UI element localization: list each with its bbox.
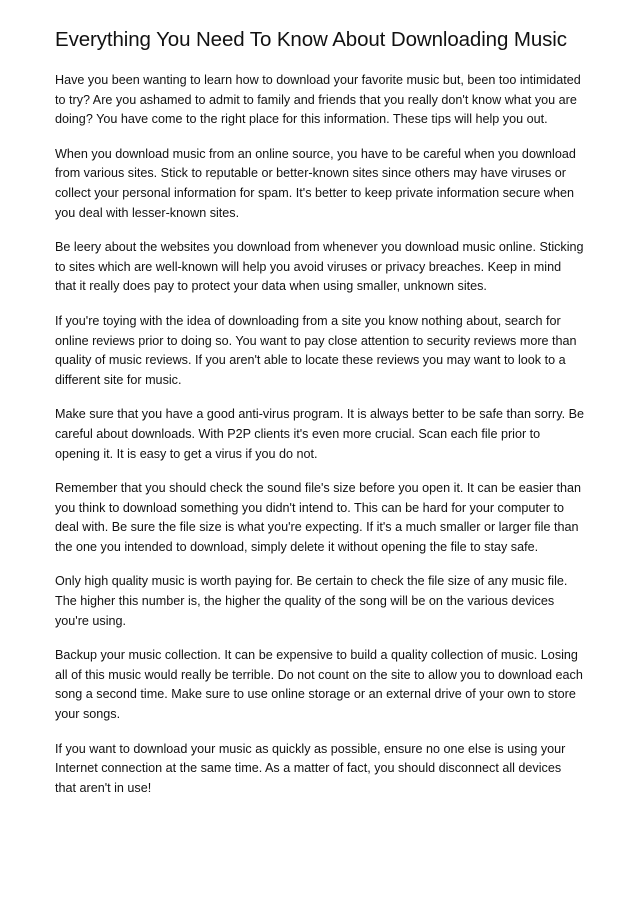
paragraph-file-size-check: Remember that you should check the sound file's size before you open it. It can be easier than you think to download something you didn't intend to. This can be hard for your computer to deal with. Be sure the file size is what you're expecting. If it's a much smaller or larger file than the one you intended to download, simply delete it without opening the file to stay safe. — [55, 481, 582, 554]
paragraph-download-speed: If you want to download your music as quickly as possible, ensure no one else is using your Internet connection at the same time. As a matter of fact, you should disconnect all devices that aren't in use! — [55, 741, 566, 795]
paragraph-high-quality: Only high quality music is worth paying for. Be certain to check the file size of any music file. The higher this number is, the higher the quality of the song will be on the various devices you're using. — [55, 574, 568, 628]
paragraph-leery-websites: Be leery about the websites you download from whenever you download music online. Sticking to sites which are well-known will help you avoid viruses or privacy breaches. Keep in mind that it really does pay to protect your data when using smaller, unknown sites. — [55, 240, 584, 294]
paragraph-online-reviews: If you're toying with the idea of downloading from a site you know nothing about, search for online reviews prior to doing so. You want to pay close attention to security reviews more than quality of music reviews. If you aren't able to locate these reviews you may want to look to a different site for music. — [55, 313, 577, 387]
document-title: Everything You Need To Know About Downloading Music — [55, 28, 567, 51]
paragraph-anti-virus: Make sure that you have a good anti-virus program. It is always better to be safe than sorry. Be careful about downloads. With P2P clients it's even more crucial. Scan each file prior to opening it. It is easy to get a virus if you do not. — [55, 407, 584, 461]
paragraph-backup: Backup your music collection. It can be expensive to build a quality collection of music. Losing all of this music would really be terrible. Do not count on the site to allow you to download each song a second time. Make sure to use online storage or an external drive of your own to store your songs. — [55, 648, 583, 722]
document-page — [55, 26, 585, 813]
paragraph-intro: Have you been wanting to learn how to download your favorite music but, been too intimidated to try? Are you ashamed to admit to family and friends that you really don't know what you are doing? You have come to the right place for this information. These tips will help you out. — [55, 73, 581, 127]
paragraph-careful-sources: When you download music from an online source, you have to be careful when you download from various sites. Stick to reputable or better-known sites since others may have viruses or collect your personal information for spam. It's better to keep private information secure when you deal with lesser-known sites. — [55, 146, 576, 220]
